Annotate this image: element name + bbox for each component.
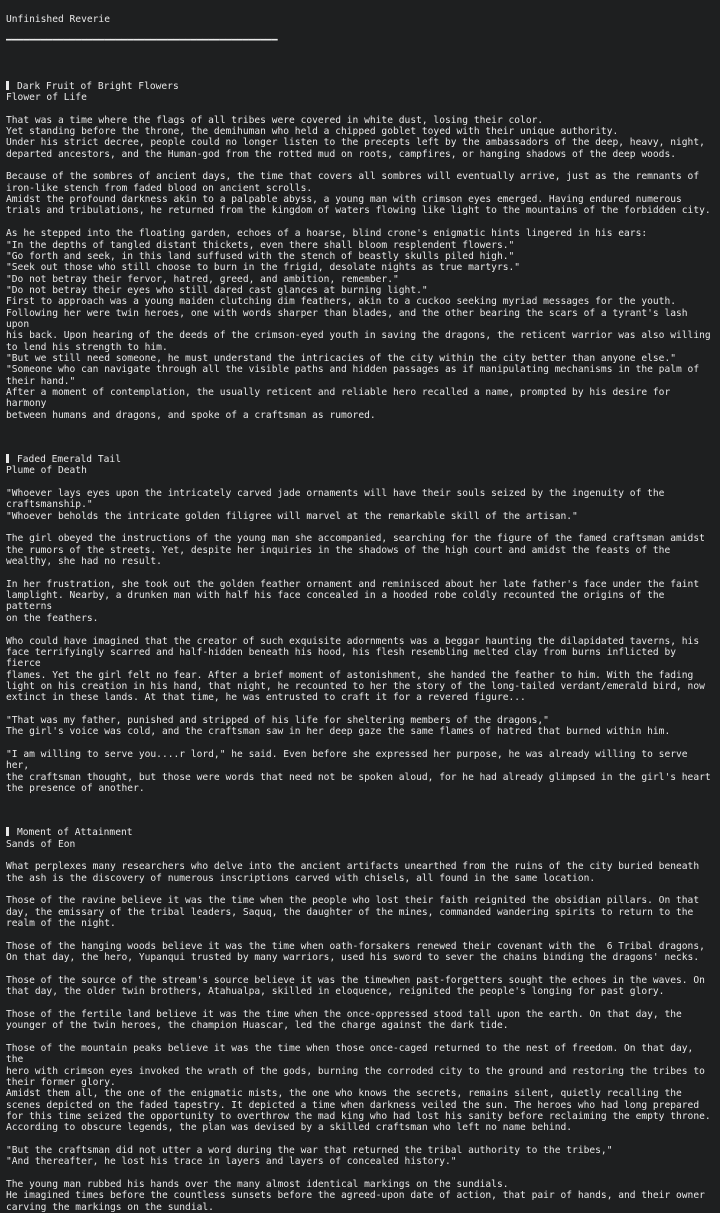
text-line: According to obscure legends, the plan was devised by a skilled craftsman who left no name behind. <box>6 1122 573 1134</box>
text-line: lamplight. Nearby, a drunken man with half his face concealed in a hooded robe coldly recounted the origins of the patterns <box>6 590 671 613</box>
text-line: Under his strict decree, people could no longer listen to the precepts left by the ambassadors of the deep, heavy, night, <box>6 137 705 149</box>
section-heading-text: Dark Fruit of Bright Flowers <box>17 80 179 92</box>
heading-bar-icon <box>6 454 9 463</box>
blank-line <box>6 1032 714 1043</box>
blank-line <box>6 522 714 533</box>
text-line: light on his creation in his hand, that night, he recounted to her the story of the long-tailed verdant/emerald bird, now <box>6 680 705 692</box>
text-line: to lend his strength to him. <box>6 341 168 353</box>
text-line: carving the markings on the sundial. <box>6 1201 214 1213</box>
text-line: Those of the fertile land believe it was the time when the once-oppressed stood tall upon the earth. On that day, the <box>6 1008 682 1020</box>
text-line: "Do not betray their eyes who still dared cast glances at burning light." <box>6 284 428 296</box>
text-line: Because of the sombres of ancient days, the time that covers all sombres will eventually arrive, just as the remnants of <box>6 171 700 183</box>
text-line: Yet standing before the throne, the demihuman who held a chipped goblet toyed with their unique authority. <box>6 126 619 138</box>
text-line: Those of the source of the stream's source believe it was the timewhen past-forgetters sought the echoes in the waves. On <box>6 974 705 986</box>
text-line: trials and tribulations, he returned from the kingdom of waters flowing like light to the mountains of the forbidden city. <box>6 205 711 217</box>
text-line: Those of the mountain peaks believe it was the time when those once-caged returned to the nest of freedom. On that day, the <box>6 1042 700 1066</box>
blank-line <box>6 217 714 228</box>
text-line: The girl obeyed the instructions of the young man she accompanied, searching for the figure of the famed craftsman amidst <box>6 533 705 545</box>
text-line: between humans and dragons, and spoke of a craftsman as rumored. <box>6 409 376 421</box>
text-line: Amidst the profound darkness akin to a palpable abyss, a young man with crimson eyes emerged. Having endured numerous <box>6 194 682 206</box>
section-2 <box>6 454 714 794</box>
text-line: hero with crimson eyes invoked the wrath of the gods, burning the corroded city to the ground and restoring the tribes to <box>6 1065 705 1077</box>
blank-line <box>6 1168 714 1179</box>
section-body <box>6 861 714 1213</box>
section-heading <box>6 454 714 465</box>
section-heading <box>6 81 714 92</box>
text-line: He imagined times before the countless sunsets before the agreed-upon date of action, that pair of hands, and their owner <box>6 1190 705 1202</box>
section-1 <box>6 81 714 421</box>
text-line: "Go forth and seek, in this land suffused with the stench of beastly skulls piled high." <box>6 250 515 262</box>
section-subtitle: Flower of Life <box>6 92 87 104</box>
text-line: The young man rubbed his hands over the many almost identical markings on the sundials. <box>6 1178 509 1190</box>
text-line: What perplexes many researchers who delve into the ancient artifacts unearthed from the ruins of the city buried beneath <box>6 861 700 873</box>
text-line: their hand." <box>6 375 76 387</box>
text-line: On that day, the hero, Yupanqui trusted by many warriors, used his sword to sever the chains binding the dragons' necks. <box>6 952 700 964</box>
blank-line <box>6 963 714 974</box>
text-line: "Someone who can navigate through all the visible paths and hidden passages as if manipulating mechanisms in the palm of <box>6 364 700 376</box>
text-line: "Do not betray their fervor, hatred, greed, and ambition, remember." <box>6 273 399 285</box>
text-line: departed ancestors, and the Human-god from the rotted mud on roots, campfires, or hanging shadows of the deep woods. <box>6 148 677 160</box>
blank-line <box>6 738 714 749</box>
text-line: That was a time where the flags of all tribes were covered in white dust, losing their color. <box>6 114 544 126</box>
blank-line <box>6 884 714 895</box>
blank-line <box>6 567 714 578</box>
text-line: "And thereafter, he lost his trace in layers and layers of concealed history." <box>6 1156 457 1168</box>
text-line: In her frustration, she took out the golden feather ornament and reminisced about her late father's face under the faint <box>6 578 700 590</box>
text-line: face terrifyingly scarred and half-hidden beneath his hood, his flesh resembling melted clay from burns inflicted by fierce <box>6 646 682 670</box>
text-line: the presence of another. <box>6 782 145 794</box>
text-line: The girl's voice was cold, and the craftsman saw in her deep gaze the same flames of hatred that burned within him. <box>6 726 671 738</box>
section-subtitle: Sands of Eon <box>6 838 76 850</box>
text-line: extinct in these lands. At that time, he was entrusted to craft it for a revered figure... <box>6 692 526 704</box>
text-line: "But we still need someone, he must understand the intricacies of the city within the city better than anyone else." <box>6 352 677 364</box>
text-line: the rumors of the streets. Yet, despite her inquiries in the shadows of the high court and amidst the feasts of the <box>6 544 671 556</box>
text-line: Who could have imagined that the creator of such exquisite adornments was a beggar haunting the dilapidated taverns, his <box>6 635 700 647</box>
blank-line <box>6 1134 714 1145</box>
text-line: "Seek out those who still choose to burn in the frigid, desolate nights as true martyrs." <box>6 262 521 274</box>
text-line: wealthy, she had no result. <box>6 556 162 568</box>
blank-line <box>6 997 714 1008</box>
text-line: that day, the older twin brothers, Atahualpa, skilled in eloquence, reignited the people's longing for past glory. <box>6 986 665 998</box>
text-line: After a moment of contemplation, the usually reticent and reliable hero recalled a name, prompted by his desire for harmony <box>6 386 677 410</box>
heading-bar-icon <box>6 827 9 836</box>
text-line: the craftsman thought, but those were words that need not be spoken aloud, for he had already glimpsed in the girl's heart <box>6 771 711 783</box>
text-line: "I am willing to serve you....r lord," he said. Even before she expressed her purpose, he was already willing to serve her, <box>6 748 694 772</box>
section-subtitle: Plume of Death <box>6 465 87 477</box>
text-line: "Whoever beholds the intricate golden filigree will marvel at the remarkable skill of the artisan." <box>6 510 578 522</box>
text-line: Those of the ravine believe it was the time when the people who lost their faith reignited the obsidian pillars. On that <box>6 895 700 907</box>
text-line: for this time seized the opportunity to overthrow the mad king who had lost his sanity before reclaiming the empty throne. <box>6 1110 711 1122</box>
text-line: day, the emissary of the tribal leaders, Saquq, the daughter of the mines, commanded wandering spirits to return to the <box>6 906 694 918</box>
text-line: As he stepped into the floating garden, echoes of a hoarse, blind crone's enigmatic hints lingered in his ears: <box>6 228 648 240</box>
text-line: Following her were twin heroes, one with words sharper than blades, and the other bearing the scars of a tyrant's lash upon <box>6 307 694 330</box>
text-line: craftsmanship." <box>6 499 93 511</box>
section-heading-text: Faded Emerald Tail <box>17 454 121 465</box>
text-line: his back. Upon hearing of the deeds of the crimson-eyed youth in saving the dragons, the reticent warrior was also willing <box>6 330 711 342</box>
text-line: younger of the twin heroes, the champion Huascar, led the charge against the dark tide. <box>6 1020 509 1032</box>
text-line: scenes depicted on the faded tapestry. It depicted a time when darkness veiled the sun. The heroes who had long prepared <box>6 1099 700 1111</box>
text-line: Amidst them all, the one of the enigmatic mists, the one who knows the secrets, remains silent, quietly recalling the <box>6 1088 682 1100</box>
blank-line <box>6 929 714 940</box>
section-heading <box>6 827 714 838</box>
section-heading-text: Moment of Attainment <box>17 827 133 839</box>
heading-bar-icon <box>6 81 9 90</box>
text-line: "Whoever lays eyes upon the intricately carved jade ornaments will have their souls seized by the ingenuity of the <box>6 488 665 500</box>
text-line: on the feathers. <box>6 612 99 624</box>
text-line: flames. Yet the girl felt no fear. After a brief moment of astonishment, she handed the feather to him. With the fading <box>6 669 694 681</box>
text-line: First to approach was a young maiden clutching dim feathers, akin to a cuckoo seeking myriad messages for the youth. <box>6 296 677 308</box>
section-body <box>6 488 714 794</box>
blank-line <box>6 160 714 171</box>
text-line: "But the craftsman did not utter a word during the war that returned the tribal authority to the tribes," <box>6 1144 613 1156</box>
text-line: their former glory. <box>6 1076 116 1088</box>
section-body <box>6 115 714 421</box>
blank-line <box>6 704 714 715</box>
text-line: "That was my father, punished and stripped of his life for sheltering members of the dragons," <box>6 714 549 726</box>
text-line: the ash is the discovery of numerous inscriptions carved with chisels, all found in the same location. <box>6 872 596 884</box>
text-line: iron-like stench from faded blood on ancient scrolls. <box>6 182 313 194</box>
text-line: Those of the hanging woods believe it was the time when oath-forsakers renewed their covenant with the 6 Tribal dragons, <box>6 940 705 952</box>
text-line: "In the depths of tangled distant thickets, even there shall bloom resplendent flowers." <box>6 239 515 251</box>
section-3 <box>6 827 714 1213</box>
title-divider: ━━━━━━━━━━━━━━━━━━━━━━━━━━━━━━━━━━━━━━━━━━━━━━━ <box>6 35 278 47</box>
text-line: realm of the night. <box>6 918 116 930</box>
doc-title: Unfinished Reverie <box>6 14 110 25</box>
blank-line <box>6 624 714 635</box>
